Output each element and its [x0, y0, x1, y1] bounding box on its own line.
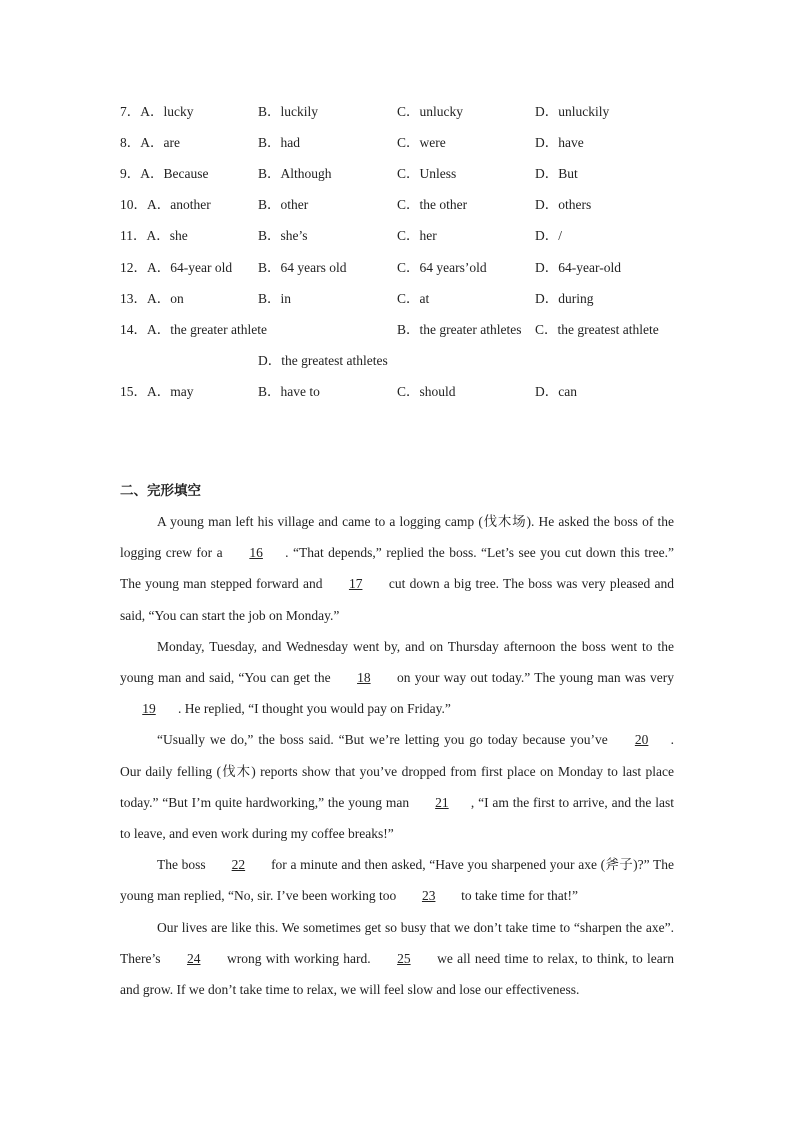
option-a: 11．A．she: [120, 228, 188, 243]
question-number: 10．: [120, 197, 147, 212]
option-b: B．had: [258, 135, 300, 150]
option-b: B．in: [258, 291, 292, 306]
paragraph-3: “Usually we do,” the boss said. “But we’re letting you go today because you’ve 20 . Our daily felling (伐木) reports show that you’ve dropped from first place on Monday to last place today.” “But I’m quite hardworking,” the young man 21 , “I am the first to arrive, and the last to leave, and even work during my coffee breaks!”: [120, 724, 674, 849]
option-b: B．other: [258, 197, 309, 212]
option-d: D．/: [535, 228, 562, 243]
blank-17: 17: [348, 576, 363, 592]
option-d: D．the greatest athletes: [258, 353, 388, 368]
option-c: C．Unless: [397, 166, 457, 181]
question-number: 8．: [120, 135, 141, 150]
option-d: D．64-year-old: [535, 260, 621, 275]
option-a: 9．A．Because: [120, 166, 209, 181]
cloze-passage: [120, 506, 674, 1005]
option-c: C．the greatest athlete: [535, 322, 659, 337]
question-number: 9．: [120, 166, 141, 181]
blank-18: 18: [357, 670, 371, 686]
option-b: B．64 years old: [258, 260, 347, 275]
option-c: C．her: [397, 228, 437, 243]
blank-22: 22: [231, 857, 246, 873]
blank-25: 25: [397, 950, 411, 966]
blank-23: 23: [421, 888, 436, 904]
question-number: 15．: [120, 384, 147, 399]
question-number: 11．: [120, 228, 147, 243]
blank-20: 20: [634, 732, 649, 748]
blank-16: 16: [249, 545, 263, 561]
option-c: C．at: [397, 291, 430, 306]
question-number: 14．: [120, 322, 147, 337]
option-a: 7．A．lucky: [120, 104, 194, 119]
option-b: B．have to: [258, 384, 320, 399]
option-c: C．should: [397, 384, 456, 399]
blank-19: 19: [142, 701, 156, 717]
option-d: D．others: [535, 197, 592, 212]
option-a: 13．A．on: [120, 291, 184, 306]
option-d: D．can: [535, 384, 577, 399]
question-number: 12．: [120, 260, 147, 275]
blank-24: 24: [186, 950, 201, 966]
option-c: C．the other: [397, 197, 468, 212]
blank-21: 21: [435, 794, 449, 810]
paragraph-1: A young man left his village and came to a logging camp (伐木场). He asked the boss of the logging crew for a 16 . “That depends,” replied the boss. “Let’s see you cut down this tree.” The young man stepped forward and 17 cut down a big tree. The boss was very pleased and said, “You can start the job on Monday.”: [120, 514, 674, 623]
option-d: D．But: [535, 166, 578, 181]
section-title: 二、完形填空: [120, 483, 201, 499]
option-a: 8．A．are: [120, 135, 180, 150]
option-d: D．unluckily: [535, 104, 610, 119]
option-c: C．64 years’old: [397, 260, 487, 275]
question-number: 7．: [120, 104, 141, 119]
option-b: B．Although: [258, 166, 332, 181]
option-d: D．have: [535, 135, 584, 150]
option-b: B．she’s: [258, 228, 308, 243]
question-number: 13．: [120, 291, 147, 306]
option-c: C．unlucky: [397, 104, 463, 119]
option-a: 12．A．64-year old: [120, 260, 233, 275]
option-b: B．the greater athletes: [397, 322, 522, 337]
paragraph-4: The boss 22 for a minute and then asked, “Have you sharpened your axe (斧子)?” The young man replied, “No, sir. I’ve been working too 23 to take time for that!”: [120, 849, 674, 911]
option-c: C．were: [397, 135, 446, 150]
option-b: B．luckily: [258, 104, 318, 119]
option-a: 14．A．the greater athlete: [120, 322, 267, 337]
option-d: D．during: [535, 291, 594, 306]
paragraph-2: Monday, Tuesday, and Wednesday went by, and on Thursday afternoon the boss went to the young man and said, “You can get the 18 on your way out today.” The young man was very 19 . He replied, “I thought you would pay on Friday.”: [120, 631, 674, 725]
option-a: 10．A．another: [120, 197, 211, 212]
option-a: 15．A．may: [120, 384, 194, 399]
paragraph-5: Our lives are like this. We sometimes get so busy that we don’t take time to “sharpen the axe”. There’s 24 wrong with working hard. 25 we all need time to relax, to think, to learn and grow. If we don’t take time to relax, we will feel slow and lose our effectiveness.: [120, 919, 675, 998]
